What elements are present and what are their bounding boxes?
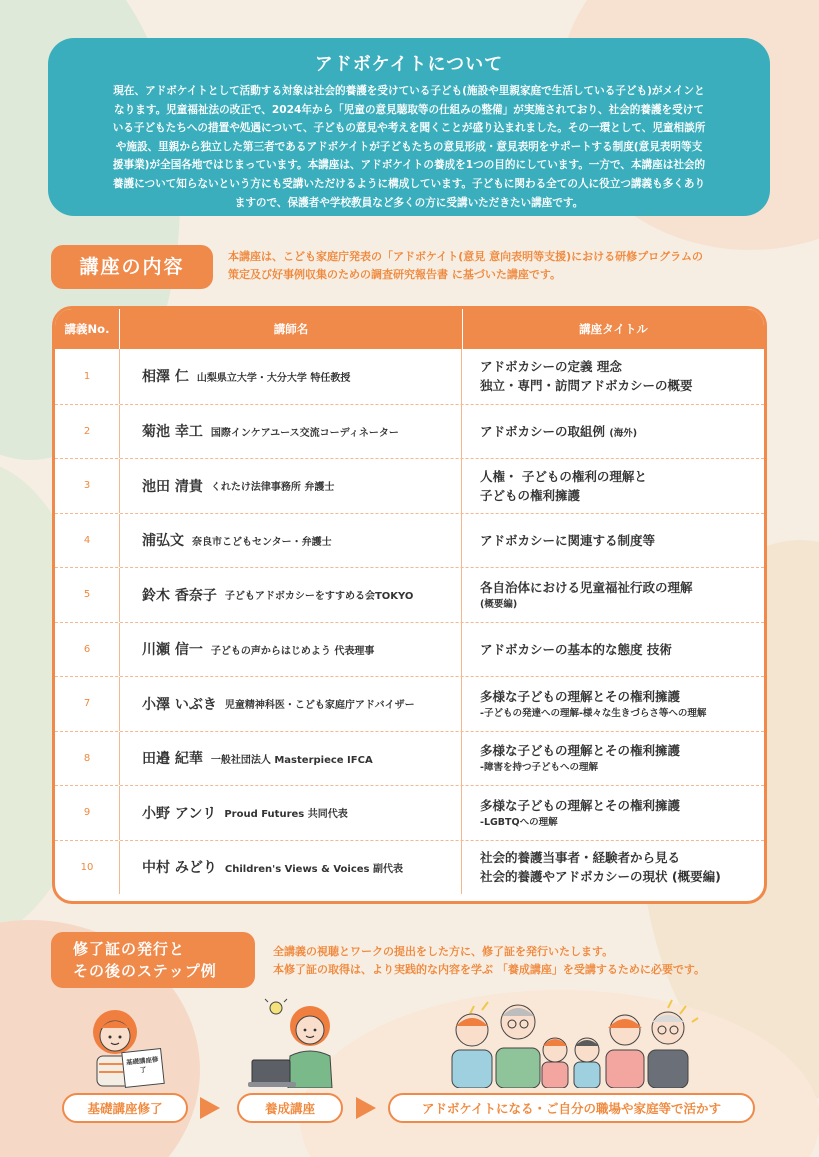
lecturer-name: 鈴木 香奈子	[142, 587, 217, 604]
lecturer-cell	[119, 568, 461, 622]
certificate-label-line: 修了証の発行と	[73, 940, 186, 958]
arrow-right-icon	[200, 1097, 220, 1119]
table-row	[55, 840, 764, 895]
section-course-content-note	[228, 248, 768, 284]
table-row	[55, 513, 764, 568]
course-title-suffix: (海外)	[609, 427, 638, 439]
course-subtitle: (概要編)	[480, 598, 518, 610]
course-title-line	[480, 422, 764, 441]
lecturer-name: 小野 アンリ	[142, 805, 217, 822]
course-title-cell	[461, 405, 764, 459]
lecturer-cell	[119, 841, 461, 895]
intro-line: 養護について知らないという方にも受講いただけるように構成しています。子どもに関わる全ての人に役立つ講義も多くあり	[112, 177, 706, 190]
lecturer-name: 小澤 いぶき	[142, 696, 217, 713]
note-line: 策定及び好事例収集のための調査研究報告書 に基づいた講座です。	[228, 268, 561, 281]
note-line: 全講義の視聴とワークの提出をした方に、修了証を発行いたします。	[273, 945, 614, 958]
section-certificate-note	[273, 943, 773, 979]
course-title-cell	[461, 514, 764, 568]
course-title: アドボカシーの基本的な態度 技術	[480, 641, 672, 657]
course-subtitle: -LGBTQへの理解	[480, 816, 558, 828]
intro-line: 援事業)が全国各地ではじまっています。本講座は、アドボケイトの養成を1つの目的にしています。一方で、本講座は社会的	[112, 159, 706, 172]
lecturer-name: 中村 みどり	[142, 860, 217, 877]
course-title: 社会的養護当事者・経験者から見る	[480, 850, 681, 866]
lecturer-cell	[119, 349, 461, 404]
course-title-cell	[461, 459, 764, 513]
arrow-right-icon	[356, 1097, 376, 1119]
section-certificate-label	[51, 932, 255, 988]
course-subtitle: -子どもの発達への理解-様々な生きづらさ等への理解	[480, 707, 707, 719]
course-title-cell	[461, 568, 764, 622]
certificate-card: 基礎講座修了	[121, 1048, 165, 1088]
lecturer-cell	[119, 623, 461, 677]
lecturer-affiliation: 山梨県立大学・大分大学 特任教授	[196, 372, 351, 384]
lecture-no: 7	[83, 698, 91, 710]
table-row	[55, 676, 764, 731]
group-of-people-illustration	[440, 992, 700, 1088]
header-lecture-no: 講義No.	[64, 322, 110, 336]
lecturer-cell	[119, 732, 461, 786]
lecturer-cell	[119, 677, 461, 731]
course-title: 各自治体における児童福祉行政の理解	[480, 579, 693, 595]
lecturer-affiliation: 子どもアドボカシーをすすめる会TOKYO	[224, 591, 414, 603]
header-course-title: 講座タイトル	[462, 309, 764, 349]
lecturer-name: 相澤 仁	[142, 369, 189, 386]
course-title-cell	[461, 349, 764, 404]
lecturer-name: 田邉 紀華	[142, 751, 203, 768]
lecturer-affiliation: 児童精神科医・こども家庭庁アドバイザー	[224, 700, 415, 712]
lecture-no: 6	[83, 643, 91, 655]
intro-line: なります。児童福祉法の改正で、2024年から「児童の意見聴取等の仕組みの整備」が実施されており、社会的養護を受けて	[114, 103, 704, 116]
lecturer-affiliation: 奈良市こどもセンター・弁護士	[192, 536, 332, 548]
lecturer-cell	[119, 786, 461, 840]
lecturer-cell	[119, 405, 461, 459]
course-title-cell	[461, 732, 764, 786]
course-subtitle: -障害を持つ子どもへの理解	[480, 762, 598, 774]
lecturer-affiliation: 一般社団法人 Masterpiece IFCA	[210, 754, 373, 766]
section-course-content-label: 講座の内容	[51, 245, 213, 289]
lecture-no: 9	[83, 807, 91, 819]
course-title: 人権・ 子どもの権利の理解と	[480, 468, 647, 484]
lecturer-cell	[119, 459, 461, 513]
lecturer-affiliation: 子どもの声からはじめよう 代表理事	[210, 645, 375, 657]
step-training-course: 養成講座	[237, 1093, 343, 1123]
lecturer-name: 池田 清貴	[142, 478, 203, 495]
table-row	[55, 622, 764, 677]
table-row	[55, 567, 764, 622]
header-lecturer-name: 講師名	[119, 309, 462, 349]
lecture-no: 2	[83, 425, 91, 437]
table-row	[55, 404, 764, 459]
course-title-cell	[461, 623, 764, 677]
lecturer-affiliation: 国際インケアユース交流コーディネーター	[210, 427, 399, 439]
note-line: 本講座は、こども家庭庁発表の「アドボケイト(意見 意向表明等支援)における研修プログラムの	[228, 250, 704, 263]
course-subtitle: 子どもの権利擁護	[480, 487, 581, 503]
intro-body	[82, 82, 736, 212]
intro-line: いる子どもたちへの措置や処遇について、子どもの意見や考えを聞くことが盛り込まれました。その一環として、児童相談所	[112, 122, 706, 135]
course-title: 多様な子どもの理解とその権利擁護	[480, 743, 681, 759]
lecture-no: 3	[83, 480, 91, 492]
lecture-no: 8	[83, 752, 91, 764]
lecturer-name: 川瀬 信一	[142, 642, 203, 659]
lecturer-affiliation: くれたけ法律事務所 弁護士	[210, 482, 335, 494]
lecture-no: 10	[80, 861, 94, 873]
course-title-cell	[461, 786, 764, 840]
table-row	[55, 349, 764, 404]
course-title: 多様な子どもの理解とその権利擁護	[480, 797, 681, 813]
lecturer-name: 菊池 幸工	[142, 424, 203, 441]
intro-line: ますので、保護者や学校教員など多くの方に受講いただきたい講座です。	[234, 196, 584, 209]
intro-line: や施設、里親から独立した第三者であるアドボケイトが子どもたちの意見形成・意見表明をサポートする制度(意見表明等支	[115, 140, 703, 153]
lecture-no: 5	[83, 589, 91, 601]
table-row	[55, 458, 764, 513]
person-with-certificate-illustration	[85, 1002, 175, 1088]
course-title-cell	[461, 841, 764, 895]
intro-line: 現在、アドボケイトとして活動する対象は社会的養護を受けている子ども(施設や里親家庭で生活している子ども)がメインと	[113, 85, 705, 97]
intro-title: アドボケイトについて	[314, 54, 504, 75]
table-body	[55, 349, 764, 894]
lecture-no: 4	[83, 534, 91, 546]
table-row	[55, 785, 764, 840]
lecturer-name: 浦弘文	[142, 533, 184, 550]
course-title: アドボカシーに関連する制度等	[480, 532, 656, 548]
course-subtitle: 社会的養護やアドボカシーの現状 (概要編)	[480, 869, 721, 885]
course-title: アドボカシーの取組例	[480, 423, 606, 439]
table-row	[55, 731, 764, 786]
lecturer-affiliation: Children's Views & Voices 副代表	[224, 863, 403, 875]
lecture-no: 1	[83, 370, 91, 382]
lecturer-affiliation: Proud Futures 共同代表	[224, 809, 348, 821]
note-line: 本修了証の取得は、より実践的な内容を学ぶ 「養成講座」を受講するために必要です。	[273, 963, 705, 976]
course-title: 多様な子どもの理解とその権利擁護	[480, 688, 681, 704]
lecturer-cell	[119, 514, 461, 568]
lecture-table	[52, 306, 767, 904]
table-header	[55, 309, 764, 349]
person-with-laptop-illustration	[248, 998, 358, 1088]
step-become-advocate: アドボケイトになる・ご自分の職場や家庭等で活かす	[388, 1093, 755, 1123]
step-basic-course-completion: 基礎講座修了	[62, 1093, 188, 1123]
intro-box	[48, 38, 770, 216]
course-title: アドボカシーの定義 理念	[480, 359, 622, 375]
course-subtitle: 独立・専門・訪問アドボカシーの概要	[480, 378, 693, 394]
course-title-cell	[461, 677, 764, 731]
certificate-label-line: その後のステップ例	[73, 962, 217, 980]
